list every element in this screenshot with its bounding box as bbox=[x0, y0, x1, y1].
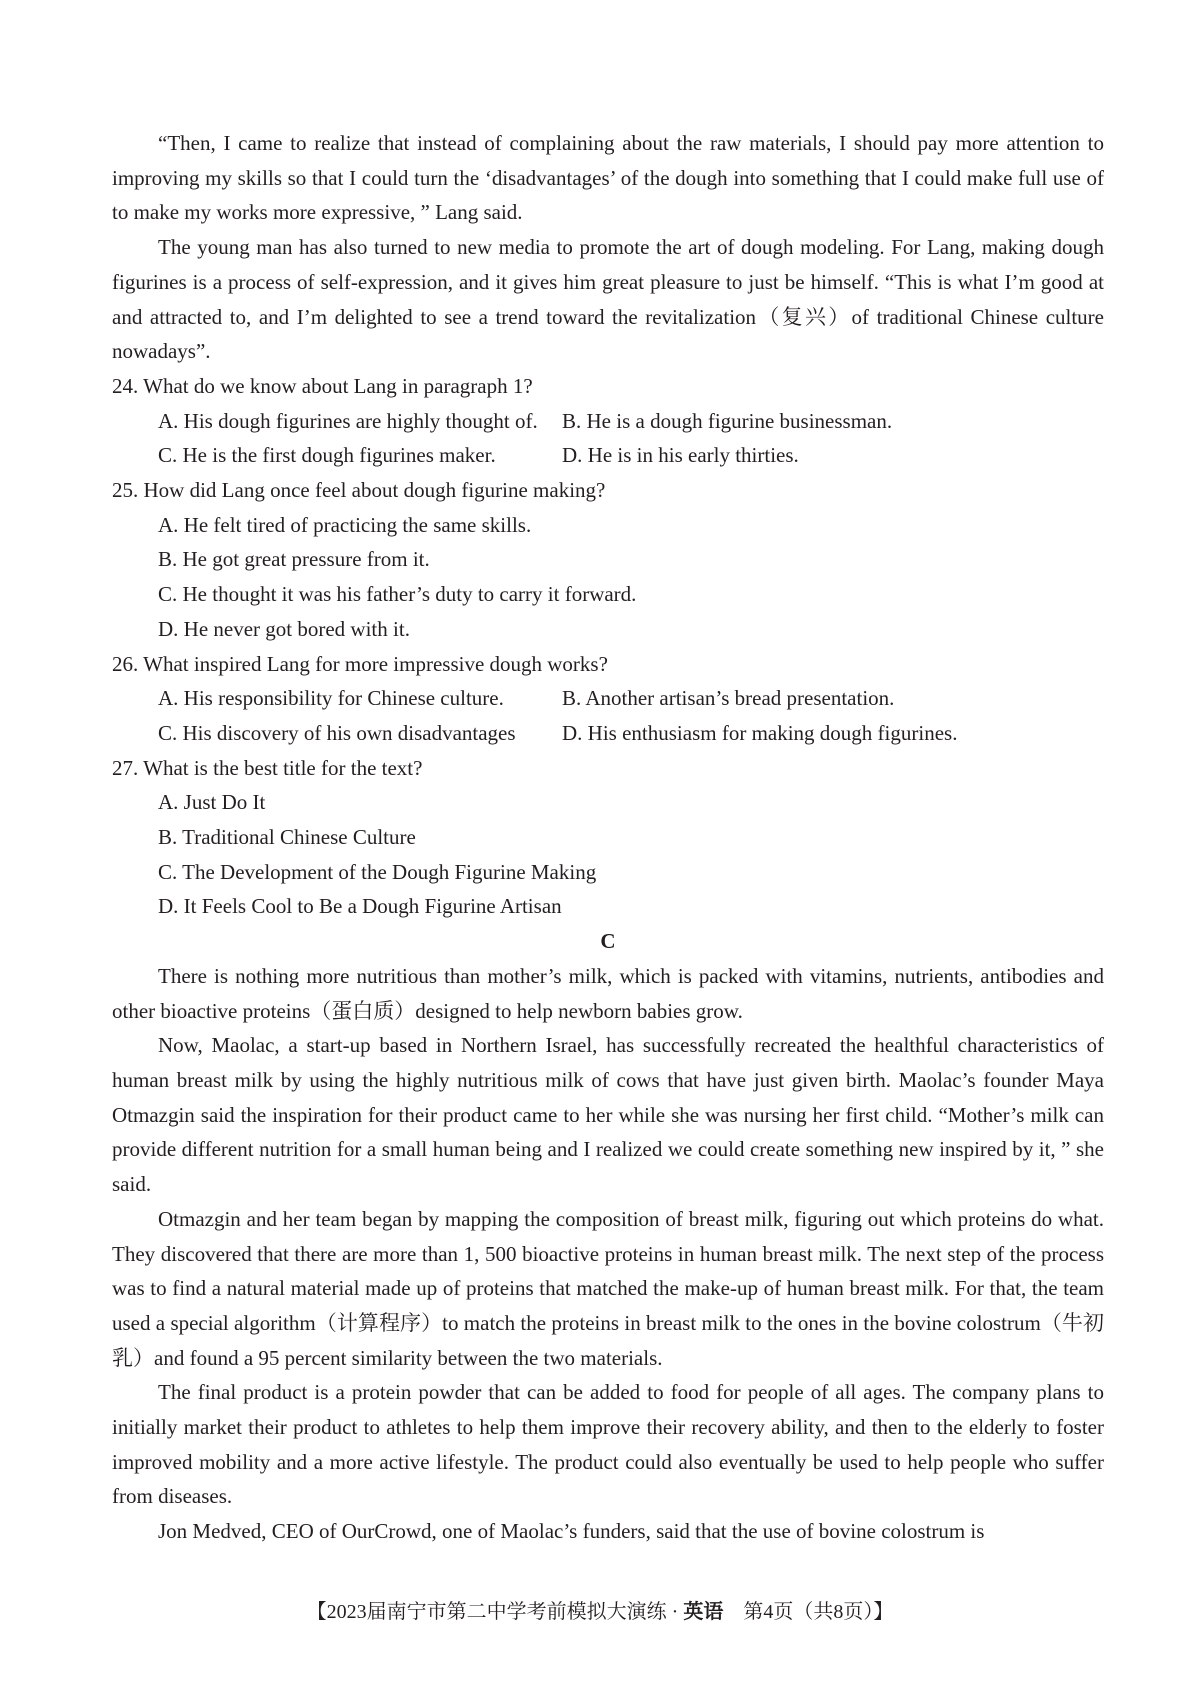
passage-paragraph: The young man has also turned to new media to promote the art of dough modeling. For Lang, making dough figurines is a process of self-expression, and it gives him great pleasure to just be himself. “This is what I’m good at and attracted to, and I’m delighted to see a trend toward the revitalization（复兴）of traditional Chinese culture nowadays”. bbox=[112, 235, 1104, 364]
passage-paragraph: There is nothing more nutritious than mother’s milk, which is packed with vitamins, nutrients, antibodies and other bioactive proteins（蛋白质）designed to help newborn babies grow. bbox=[112, 963, 1104, 1023]
option-d: D. He is in his early thirties. bbox=[562, 443, 799, 468]
footer-page-number: 第4页（共8页）】 bbox=[723, 1601, 894, 1623]
option-c: C. His discovery of his own disadvantages bbox=[158, 720, 516, 745]
option-a: A. Just Do It bbox=[158, 790, 266, 815]
passage-paragraph: “Then, I came to realize that instead of complaining about the raw materials, I should pay more attention to improving my skills so that I could turn the ‘disadvantages’ of the dough into something that I could make full use of to make my works more expressive, ” Lang said. bbox=[112, 131, 1104, 225]
option-b: B. He is a dough figurine businessman. bbox=[562, 408, 893, 433]
option-c: C. The Development of the Dough Figurine Making bbox=[158, 859, 597, 884]
passage-paragraph: Now, Maolac, a start-up based in Northern Israel, has successfully recreated the healthful characteristics of human breast milk by using the highly nutritious milk of cows that have just given birth. Maolac’s founder Maya Otmazgin said the inspiration for their product came to her while she was nursing her first child. “Mother’s milk can provide different nutrition for a small human being and I realized we could create something new inspired by it, ” she said. bbox=[112, 1033, 1104, 1197]
option-a: A. He felt tired of practicing the same skills. bbox=[158, 512, 532, 537]
option-c: C. He is the first dough figurines maker. bbox=[158, 443, 496, 468]
section-heading: C bbox=[600, 929, 616, 954]
page-content bbox=[112, 126, 1104, 1549]
option-c: C. He thought it was his father’s duty to carry it forward. bbox=[158, 582, 637, 607]
footer-subject: 英语 bbox=[683, 1601, 724, 1623]
option-d: D. He never got bored with it. bbox=[158, 616, 410, 641]
option-a: A. His dough figurines are highly thought of. bbox=[158, 408, 538, 433]
footer-exam-title: 【2023届南宁市第二中学考前模拟大演练 · bbox=[306, 1601, 684, 1623]
option-b: B. Another artisan’s bread presentation. bbox=[562, 686, 895, 711]
question-26 bbox=[112, 647, 1104, 751]
passage-paragraph: Otmazgin and her team began by mapping the composition of breast milk, figuring out which proteins do what. They discovered that there are more than 1, 500 bioactive proteins in human breast milk. The next step of the process was to find a natural material made up of proteins that matched the make-up of human breast milk. For that, the team used a special algorithm（计算程序）to match the proteins in breast milk to the ones in the bovine colostrum（牛初乳）and found a 95 percent similarity between the two materials. bbox=[112, 1206, 1104, 1370]
option-b: B. He got great pressure from it. bbox=[158, 547, 430, 572]
passage-paragraph: The final product is a protein powder that can be added to food for people of all ages. The company plans to initially market their product to athletes to help them improve their recovery ability, and then to the elderly to foster improved mobility and a more active lifestyle. The product could also eventually be used to help people who suffer from diseases. bbox=[112, 1380, 1104, 1509]
option-b: B. Traditional Chinese Culture bbox=[158, 825, 416, 850]
option-a: A. His responsibility for Chinese culture. bbox=[158, 686, 504, 711]
option-row bbox=[112, 716, 1104, 751]
option-row bbox=[112, 404, 1104, 439]
option-row bbox=[112, 681, 1104, 716]
question-stem: 26. What inspired Lang for more impressive dough works? bbox=[112, 651, 608, 676]
question-25 bbox=[112, 473, 1104, 647]
question-27 bbox=[112, 751, 1104, 925]
question-stem: 27. What is the best title for the text? bbox=[112, 755, 423, 780]
question-24 bbox=[112, 369, 1104, 473]
question-stem: 25. How did Lang once feel about dough figurine making? bbox=[112, 478, 606, 503]
page-footer bbox=[0, 1597, 1200, 1627]
question-stem: 24. What do we know about Lang in paragraph 1? bbox=[112, 373, 533, 398]
option-d: D. It Feels Cool to Be a Dough Figurine Artisan bbox=[158, 894, 562, 919]
passage-paragraph: Jon Medved, CEO of OurCrowd, one of Maolac’s funders, said that the use of bovine colostrum is bbox=[158, 1519, 985, 1544]
option-row bbox=[112, 438, 1104, 473]
option-d: D. His enthusiasm for making dough figurines. bbox=[562, 720, 958, 745]
